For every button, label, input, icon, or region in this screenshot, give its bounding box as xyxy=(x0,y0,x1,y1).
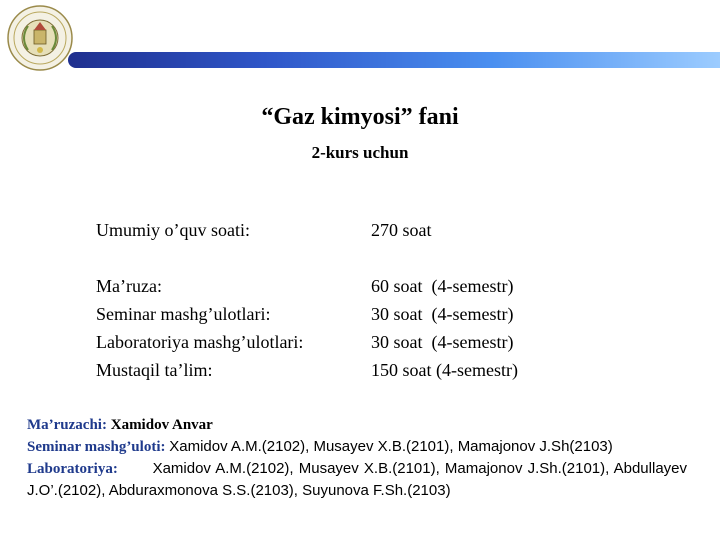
hours-value: 150 soat (4-semestr) xyxy=(371,360,518,380)
hours-value: 30 soat (4-semestr) xyxy=(371,304,514,324)
hours-value: 60 soat (4-semestr) xyxy=(371,276,514,296)
seminar-label: Seminar mashg’uloti: xyxy=(27,439,166,455)
hours-value: 270 soat xyxy=(371,220,432,240)
slide-subtitle: 2-kurs uchun xyxy=(311,143,409,162)
hours-label: Seminar mashg’ulotlari: xyxy=(96,304,271,324)
lecturer-label: Ma’ruzachi: xyxy=(27,417,107,433)
hours-row-independent xyxy=(78,337,518,403)
credits-lecturer xyxy=(27,415,687,436)
hours-label: Mustaqil ta’lim: xyxy=(96,360,213,380)
hours-value: 30 soat (4-semestr) xyxy=(371,332,514,352)
slide-title: “Gaz kimyosi” fani xyxy=(261,104,459,130)
credits-seminar xyxy=(27,436,687,458)
credits-block xyxy=(27,415,687,502)
hours-label: Laboratoriya mashg’ulotlari: xyxy=(96,332,304,352)
lecturer-name: Xamidov Anvar xyxy=(110,417,213,433)
header-gradient-bar xyxy=(68,52,720,68)
hours-label: Ma’ruza: xyxy=(96,276,162,296)
lab-names: Xamidov A.M.(2102), Musayev X.B.(2101), Mamajonov J.Sh.(2101), Abdullayev J.O’.(2102), Abduraxmonova S.S.(2103), Suyunova F.Sh.(2103) xyxy=(27,460,688,499)
lab-label: Laboratoriya: xyxy=(27,461,118,477)
seminar-names: Xamidov A.M.(2102), Musayev X.B.(2101), Mamajonov J.Sh(2103) xyxy=(169,438,613,455)
university-emblem-logo xyxy=(6,4,74,72)
credits-laboratory xyxy=(27,458,687,502)
hours-label: Umumiy o’quv soati: xyxy=(96,220,250,240)
